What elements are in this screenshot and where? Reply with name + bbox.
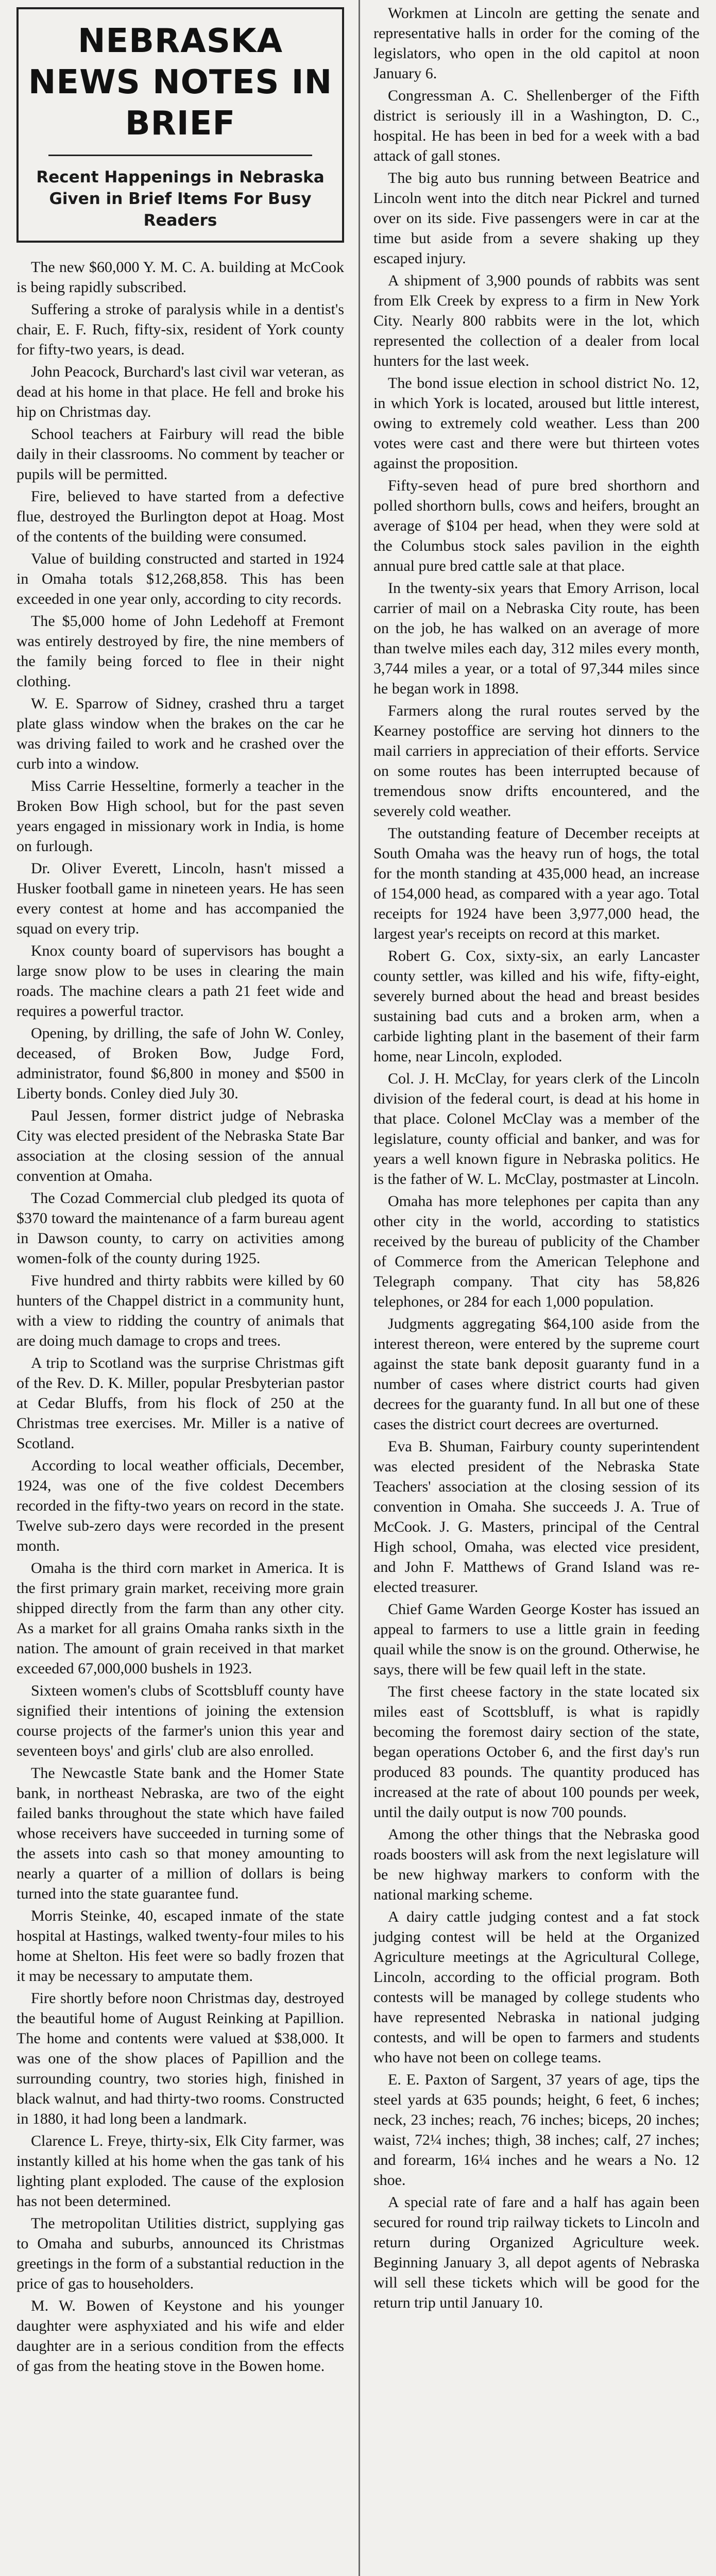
news-item: According to local weather officials, December, 1924, was one of the five coldest Decembers recorded in the fifty-two years on record in the state. Twelve sub-zero days were recorded in the present month. [16, 1457, 344, 1554]
headline: NEBRASKA NEWS NOTES IN BRIEF [28, 22, 333, 143]
news-item: Value of building constructed and started in 1924 in Omaha totals $12,268,858. This has been exceeded in one year only, according to city records. [16, 550, 344, 607]
news-item: John Peacock, Burchard's last civil war veteran, as dead at his home in that place. He fell and broke his hip on Christmas day. [16, 363, 344, 420]
news-item: Omaha is the third corn market in America. It is the first primary grain market, receiving more grain shipped directly from the farm than any other city. As a market for all grains Omaha ranks sixth in the nation. The amount of grain received in that market exceeded 67,000,000 bushels in 1923. [16, 1560, 344, 1677]
news-item: Knox county board of supervisors has bought a large snow plow to be uses in clearing the main roads. The machine clears a path 21 feet wide and requires a powerful tractor. [16, 942, 344, 1020]
news-item: The $5,000 home of John Ledehoff at Fremont was entirely destroyed by fire, the nine members of the family being forced to flee in their night clothing. [16, 613, 344, 690]
news-item: M. W. Bowen of Keystone and his younger daughter were asphyxiated and his wife and elder daughter are in a serious condition from the effects of gas from the heating stove in the Bowen home. [16, 2297, 344, 2375]
news-item: Judgments aggregating $64,100 aside from the interest thereon, were entered by the supreme court against the state bank deposit guaranty fund in a number of cases where district courts had given decrees for the guaranty fund. In all but one of these cases the district court decrees are overturned. [373, 1315, 700, 1433]
news-item: Clarence L. Freye, thirty-six, Elk City farmer, was instantly killed at his home when the gas tank of his lighting plant exploded. The cause of the explosion has not been determined. [16, 2132, 344, 2210]
news-item: The new $60,000 Y. M. C. A. building at McCook is being rapidly subscribed. [16, 259, 344, 296]
news-item: Miss Carrie Hesseltine, formerly a teacher in the Broken Bow High school, but for the past seven years engaged in missionary work in India, is home on furlough. [16, 777, 344, 855]
news-item: Omaha has more telephones per capita than any other city in the world, according to statistics received by the bureau of publicity of the Chamber of Commerce from the American Telephone and Telegraph company. That city has 58,826 telephones, or 284 for each 1,000 population. [373, 1193, 700, 1310]
news-item: A special rate of fare and a half has again been secured for round trip railway tickets to Lincoln and return during Organized Agriculture week. Beginning January 3, all depot agents of Nebraska will sell these tickets which will be good for the return trip until January 10. [373, 2194, 700, 2311]
news-item: W. E. Sparrow of Sidney, crashed thru a target plate glass window when the brakes on the car he was driving failed to work and he crashed over the curb into a window. [16, 695, 344, 772]
news-item: In the twenty-six years that Emory Arrison, local carrier of mail on a Nebraska City route, has been on the job, he has walked on an average of more than twelve miles each day, 312 miles every month, 3,744 miles a year, or a total of 97,344 miles since he began work in 1898. [373, 580, 700, 697]
left-column [5, 0, 355, 2576]
news-item: Paul Jessen, former district judge of Nebraska City was elected president of the Nebraska State Bar association at the closing session of the annual convention at Omaha. [16, 1107, 344, 1184]
news-item: Five hundred and thirty rabbits were killed by 60 hunters of the Chappel district in a community hunt, with a view to ridding the country of animals that are doing much damage to crops and trees. [16, 1272, 344, 1349]
news-item: Chief Game Warden George Koster has issued an appeal to farmers to use a little grain in feeding quail while the snow is on the ground. Otherwise, he says, there will be few quail left in the state. [373, 1601, 700, 1678]
news-item: A shipment of 3,900 pounds of rabbits was sent from Elk Creek by express to a firm in New York City. Nearly 800 rabbits were in the lot, which represented the collection of a dealer from local hunters for the last week. [373, 272, 700, 369]
right-column-stories [373, 3, 700, 2313]
news-item: Farmers along the rural routes served by the Kearney postoffice are serving hot dinners to the mail carriers in appreciation of their efforts. Service on some routes has been interrupted because of tremendous snow drifts encountered, and the severely cold weather. [373, 702, 700, 820]
right-column [362, 0, 711, 2576]
news-item: Fifty-seven head of pure bred shorthorn and polled shorthorn bulls, cows and heifers, brought an average of $104 per head, when they were sold at the Columbus stock sales pavilion in the eighth annual pure bred cattle sale at that place. [373, 477, 700, 574]
news-item: Sixteen women's clubs of Scottsbluff county have signified their intentions of joining the extension course projects of the farmer's union this year and seventeen boys' and girls' club are also enrolled. [16, 1682, 344, 1759]
news-item: The Newcastle State bank and the Homer State bank, in northeast Nebraska, are two of the eight failed banks throughout the state which have failed whose receivers have succeeded in turning some of the assets into cash so that money amounting to nearly a quarter of a million of dollars is being turned into the state guarantee fund. [16, 1765, 344, 1902]
news-item: Congressman A. C. Shellenberger of the Fifth district is seriously ill in a Washington, D. C., hospital. He has been in bed for a week with a bad attack of gall stones. [373, 87, 700, 164]
news-item: Eva B. Shuman, Fairbury county superintendent was elected president of the Nebraska State Teachers' association at the closing session of its convention in Omaha. She succeeds J. A. True of McCook. J. G. Masters, principal of the Central High school, Omaha, was elected vice president, and John F. Matthews of Grand Island was re-elected treasurer. [373, 1438, 700, 1596]
news-item: E. E. Paxton of Sargent, 37 years of age, tips the steel yards at 635 pounds; height, 6 feet, 6 inches; neck, 23 inches; reach, 76 inches; biceps, 20 inches; waist, 72¼ inches; thigh, 38 inches; calf, 27 inches; and forearm, 16¼ inches and he wears a No. 12 shoe. [373, 2071, 700, 2189]
news-item: School teachers at Fairbury will read the bible daily in their classrooms. No comment by teacher or pupils will be permitted. [16, 426, 344, 483]
news-item: The bond issue election in school district No. 12, in which York is located, aroused but little interest, owing to extremely cold weather. Less than 200 votes were cast and there were but thirteen votes against the proposition. [373, 375, 700, 472]
news-item: Opening, by drilling, the safe of John W. Conley, deceased, of Broken Bow, Judge Ford, administrator, found $6,800 in money and $500 in Liberty bonds. Conley died July 30. [16, 1025, 344, 1102]
headline-divider [48, 155, 312, 156]
column-divider [359, 0, 360, 2576]
headline-box [16, 7, 344, 243]
news-item: Workmen at Lincoln are getting the senate and representative halls in order for the coming of the legislators, who open in the old capitol at noon January 6. [373, 5, 700, 82]
news-item: Suffering a stroke of paralysis while in a dentist's chair, E. F. Ruch, fifty-six, resident of York county for fifty-two years, is dead. [16, 301, 344, 358]
news-item: Fire, believed to have started from a defective flue, destroyed the Burlington depot at Hoag. Most of the contents of the building were consumed. [16, 488, 344, 545]
news-item: The big auto bus running between Beatrice and Lincoln went into the ditch near Pickrel and turned over on its side. Five passengers were in car at the time but aside from a severe shaking up they escaped injury. [373, 170, 700, 267]
news-item: A dairy cattle judging contest and a fat stock judging contest will be held at the Organized Agriculture meetings at the Agricultural College, Lincoln, according to the official program. Both contests will be managed by college students who have represented Nebraska in national judging contests, and will be open to farmers and students who have not been on college teams. [373, 1908, 700, 2066]
news-item: The first cheese factory in the state located six miles east of Scottsbluff, is what is rapidly becoming the foremost dairy section of the state, began operations October 6, and the first day's run produced 83 pounds. The quantity produced has increased at the rate of about 100 pounds per week, until the daily output is now 700 pounds. [373, 1683, 700, 1821]
left-column-stories [16, 257, 344, 2376]
news-item: Morris Steinke, 40, escaped inmate of the state hospital at Hastings, walked twenty-four miles to his home at Shelton. His feet were so badly frozen that it may be necessary to amputate them. [16, 1907, 344, 1985]
news-item: The metropolitan Utilities district, supplying gas to Omaha and suburbs, announced its Christmas greetings in the form of a substantial reduction in the price of gas to householders. [16, 2215, 344, 2292]
news-item: Col. J. H. McClay, for years clerk of the Lincoln division of the federal court, is dead at his home in that place. Colonel McClay was a member of the legislature, county official and banker, and was for years a well known figure in Nebraska politics. He is the father of W. L. McClay, postmaster at Lincoln. [373, 1070, 700, 1188]
news-item: Among the other things that the Nebraska good roads boosters will ask from the next legislature will be new highway markers to conform with the national marking scheme. [373, 1826, 700, 1903]
news-item: A trip to Scotland was the surprise Christmas gift of the Rev. D. K. Miller, popular Presbyterian pastor at Cedar Bluffs, from his flock of 250 at the Christmas tree exercises. Mr. Miller is a native of Scotland. [16, 1354, 344, 1452]
news-item: Robert G. Cox, sixty-six, an early Lancaster county settler, was killed and his wife, fifty-eight, severely burned about the head and breast besides sustaining bad cuts and a broken arm, when a carbide lighting plant in the basement of their farm home, near Lincoln, exploded. [373, 947, 700, 1065]
news-item: Fire shortly before noon Christmas day, destroyed the beautiful home of August Reinking at Papillion. The home and contents were valued at $38,000. It was one of the show places of Papillion and the surrounding country, two stories high, finished in black walnut, and had thirty-two rooms. Constructed in 1880, it had long been a landmark. [16, 1990, 344, 2127]
news-item: The outstanding feature of December receipts at South Omaha was the heavy run of hogs, the total for the month standing at 435,000 head, an increase of 154,000 head, as compared with a year ago. Total receipts for 1924 have been 3,977,000 head, the largest year's receipts on record at this market. [373, 825, 700, 942]
subheadline: Recent Happenings in Nebraska Given in Brief Items For Busy Readers [36, 168, 325, 230]
news-item: Dr. Oliver Everett, Lincoln, hasn't missed a Husker football game in nineteen years. He has seen every contest at home and has accompanied the squad on every trip. [16, 860, 344, 937]
news-item: The Cozad Commercial club pledged its quota of $370 toward the maintenance of a farm bureau agent in Dawson county, to carry on activities among women-folk of the county during 1925. [16, 1190, 344, 1267]
